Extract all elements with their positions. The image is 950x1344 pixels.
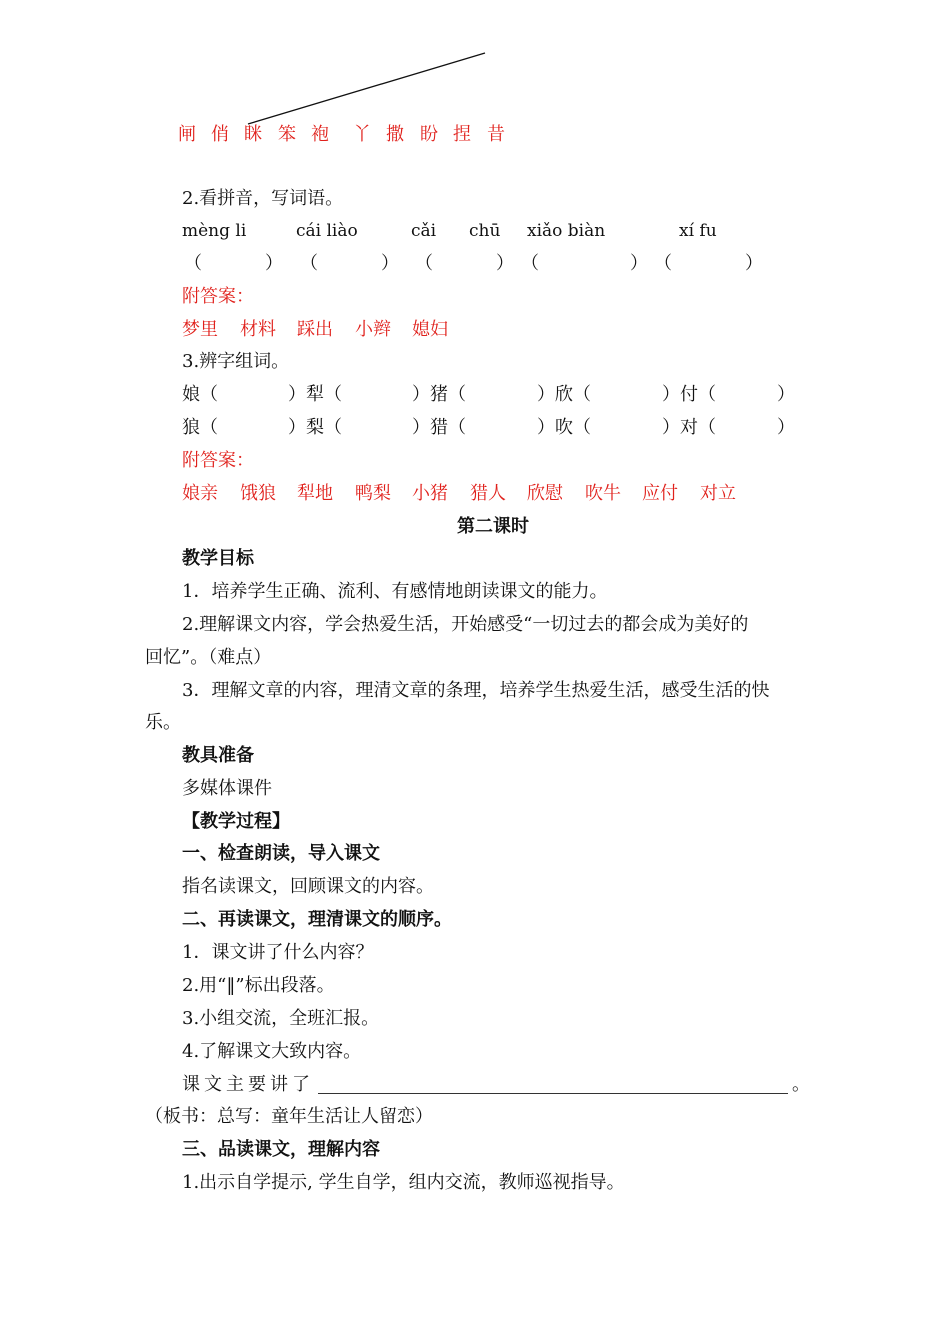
pinyin: chū bbox=[469, 221, 501, 241]
answer-word: 猎人 bbox=[470, 483, 506, 504]
board-note: （板书：总写：童年生活让人留恋） bbox=[145, 1106, 433, 1127]
answer-word: 欣慰 bbox=[527, 483, 563, 504]
goals-heading: 教学目标 bbox=[182, 548, 254, 569]
section3-heading: 三、品读课文，理解内容 bbox=[182, 1139, 380, 1160]
q3-cell: ） bbox=[777, 384, 795, 405]
matching-line bbox=[244, 50, 489, 130]
q3-cell: ） bbox=[777, 417, 795, 438]
bracket-close: ） bbox=[496, 253, 514, 274]
bracket-open: （ bbox=[300, 253, 318, 274]
answer-word: 鸭梨 bbox=[355, 483, 391, 504]
q3-cell: ）猪（ bbox=[412, 384, 466, 405]
bracket-close: ） bbox=[745, 253, 763, 274]
goal-3-line1: 3．理解文章的内容，理清文章的条理，培养学生热爱生活，感受生活的快 bbox=[182, 680, 770, 701]
tools-heading: 教具准备 bbox=[182, 745, 254, 766]
top-char: 笨 bbox=[278, 124, 296, 145]
section1-heading: 一、检查朗读，导入课文 bbox=[182, 843, 380, 864]
top-char: 袍 bbox=[311, 124, 329, 145]
bracket-close: ） bbox=[630, 253, 648, 274]
q3-cell: 娘（ bbox=[182, 384, 218, 405]
q2-answer-label: 附答案： bbox=[182, 286, 254, 307]
pinyin: xí fu bbox=[679, 221, 717, 241]
bracket-open: （ bbox=[654, 253, 672, 274]
section2-heading: 二、再读课文，理清课文的顺序。 bbox=[182, 909, 452, 930]
top-char: 撒 bbox=[386, 124, 404, 145]
q3-cell: 狼（ bbox=[182, 417, 218, 438]
answer-word: 梦里 bbox=[182, 319, 218, 340]
q3-cell: ）梨（ bbox=[288, 417, 342, 438]
process-heading: 【教学过程】 bbox=[182, 811, 290, 832]
lesson-heading: 第二课时 bbox=[457, 516, 529, 537]
section2-item4: 4.了解课文大致内容。 bbox=[182, 1041, 362, 1062]
answer-word: 犁地 bbox=[297, 483, 333, 504]
q3-cell: ）付（ bbox=[662, 384, 716, 405]
goal-2-line1: 2.理解课文内容，学会热爱生活，开始感受“一切过去的都会成为美好的 bbox=[182, 614, 749, 635]
bracket-open: （ bbox=[521, 253, 539, 274]
q3-cell: ）犁（ bbox=[288, 384, 342, 405]
bracket-close: ） bbox=[381, 253, 399, 274]
bracket-close: ） bbox=[265, 253, 283, 274]
pinyin: xiǎo biàn bbox=[527, 221, 606, 241]
section1-text: 指名读课文，回顾课文的内容。 bbox=[182, 876, 434, 897]
answer-word: 娘亲 bbox=[182, 483, 218, 504]
q3-cell: ）猎（ bbox=[412, 417, 466, 438]
answer-word: 小猪 bbox=[412, 483, 448, 504]
top-char: 盼 bbox=[420, 124, 438, 145]
top-char: 丫 bbox=[353, 124, 371, 145]
q3-cell: ）对（ bbox=[662, 417, 716, 438]
fill-label: 课文主要讲了 bbox=[182, 1074, 314, 1095]
answer-word: 应付 bbox=[642, 483, 678, 504]
top-char: 眯 bbox=[244, 124, 262, 145]
goal-2-line2: 回忆”。（难点） bbox=[145, 647, 272, 668]
pinyin: mèng li bbox=[182, 221, 247, 241]
fill-blank[interactable] bbox=[318, 1075, 788, 1094]
answer-word: 媳妇 bbox=[412, 319, 448, 340]
pinyin: cái liào bbox=[296, 221, 358, 241]
pinyin: cǎi bbox=[411, 221, 437, 241]
top-char: 俏 bbox=[211, 124, 229, 145]
answer-word: 对立 bbox=[700, 483, 736, 504]
goal-3-line2: 乐。 bbox=[145, 712, 181, 733]
goal-1: 1．培养学生正确、流利、有感情地朗读课文的能力。 bbox=[182, 581, 608, 602]
q2-title: 2.看拼音，写词语。 bbox=[182, 188, 344, 209]
bracket-open: （ bbox=[415, 253, 433, 274]
fill-in-line bbox=[182, 1075, 810, 1094]
top-char: 闸 bbox=[178, 124, 196, 145]
top-char: 捏 bbox=[453, 124, 471, 145]
section3-item1: 1.出示自学提示, 学生自学，组内交流，教师巡视指导。 bbox=[182, 1172, 625, 1193]
answer-word: 材料 bbox=[240, 319, 276, 340]
q3-answer-label: 附答案： bbox=[182, 450, 254, 471]
bracket-open: （ bbox=[184, 253, 202, 274]
top-char: 昔 bbox=[487, 124, 505, 145]
tools-text: 多媒体课件 bbox=[182, 778, 272, 799]
q3-title: 3.辨字组词。 bbox=[182, 351, 290, 372]
q3-cell: ）欣（ bbox=[537, 384, 591, 405]
answer-word: 吹牛 bbox=[585, 483, 621, 504]
section2-item3: 3.小组交流，全班汇报。 bbox=[182, 1008, 380, 1029]
answer-word: 踩出 bbox=[297, 319, 333, 340]
answer-word: 饿狼 bbox=[240, 483, 276, 504]
section2-item1: 1．课文讲了什么内容？ bbox=[182, 942, 374, 963]
answer-word: 小辫 bbox=[355, 319, 391, 340]
section2-item2: 2.用“‖”标出段落。 bbox=[182, 975, 335, 996]
fill-end: 。 bbox=[792, 1074, 810, 1095]
q3-cell: ）吹（ bbox=[537, 417, 591, 438]
